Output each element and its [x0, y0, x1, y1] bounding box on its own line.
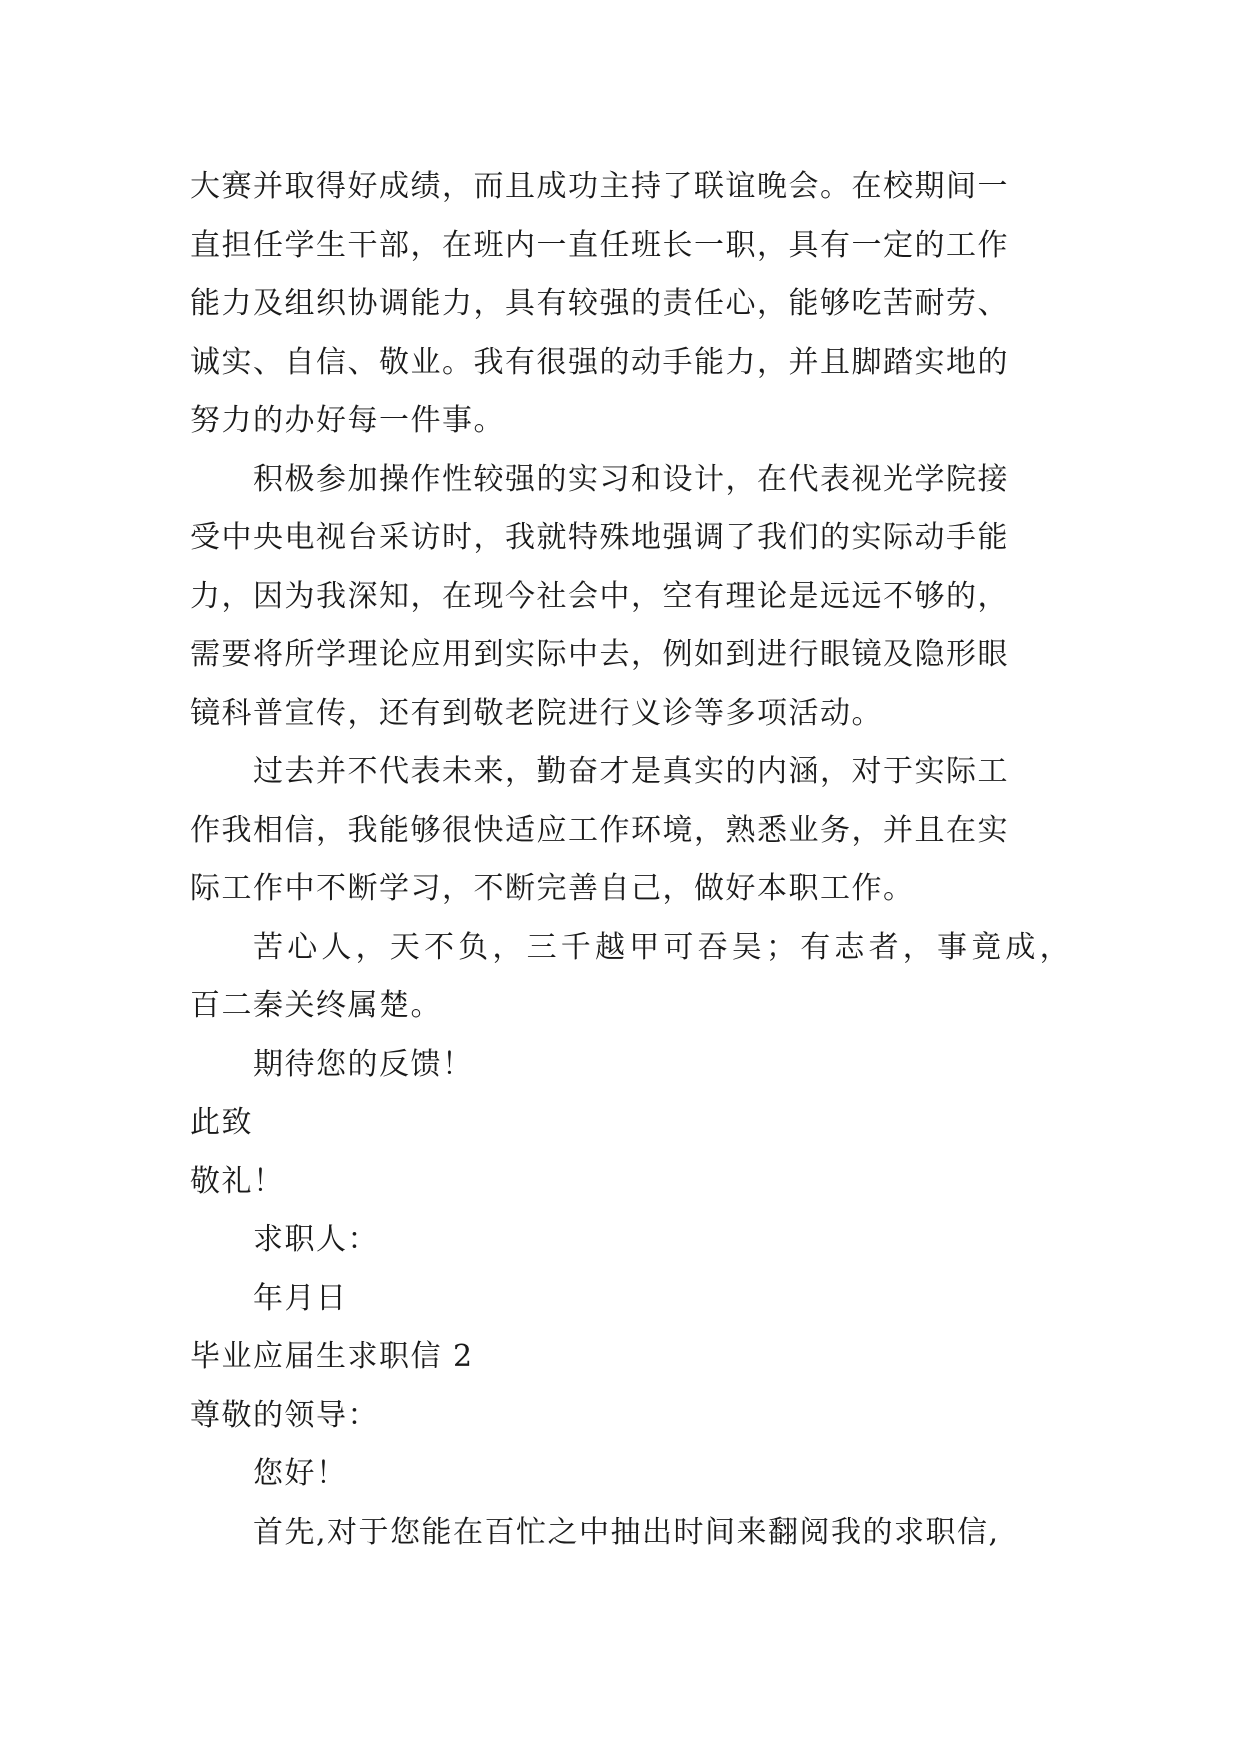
greeting-line: 您好！ [253, 1456, 348, 1491]
greeting-line: 尊敬的领导： [190, 1397, 379, 1433]
paragraph-line: 诚实、自信、敬业。我有很强的动手能力，并且脚踏实地的 [190, 344, 1009, 380]
date-line: 年月日 [253, 1280, 348, 1316]
section-title: 毕业应届生求职信 2 [190, 1339, 474, 1374]
paragraph-line: 能力及组织协调能力，具有较强的责任心，能够吃苦耐劳、 [190, 286, 1009, 321]
paragraph-line: 作我相信，我能够很快适应工作环境，熟悉业务，并且在实 [190, 812, 1009, 848]
salutation-line: 此致 [190, 1105, 253, 1140]
paragraph-line: 积极参加操作性较强的实习和设计，在代表视光学院接 [253, 461, 1009, 497]
paragraph-line: 努力的办好每一件事。 [190, 403, 505, 438]
closing-line: 期待您的反馈！ [253, 1046, 474, 1082]
paragraph-line: 大赛并取得好成绩，而且成功主持了联谊晚会。在校期间一 [190, 169, 1009, 204]
paragraph-line: 苦心人，天不负，三千越甲可吞吴；有志者，事竟成， [253, 929, 1074, 965]
paragraph-line: 需要将所学理论应用到实际中去，例如到进行眼镜及隐形眼 [190, 637, 1009, 672]
signature-line: 求职人： [253, 1222, 379, 1257]
letter-body [190, 158, 1074, 1562]
salutation-line: 敬礼！ [190, 1163, 285, 1199]
paragraph-line: 百二秦关终属楚。 [190, 988, 442, 1023]
paragraph-line: 镜科普宣传，还有到敬老院进行义诊等多项活动。 [190, 695, 883, 731]
paragraph-line: 力，因为我深知，在现今社会中，空有理论是远远不够的， [190, 578, 1009, 614]
paragraph-line: 受中央电视台采访时，我就特殊地强调了我们的实际动手能 [190, 520, 1009, 555]
paragraph-line: 过去并不代表未来，勤奋才是真实的内涵，对于实际工 [253, 754, 1009, 789]
paragraph-line: 直担任学生干部，在班内一直任班长一职，具有一定的工作 [190, 227, 1009, 263]
paragraph-line: 首先,对于您能在百忙之中抽出时间来翻阅我的求职信, [253, 1514, 1000, 1550]
paragraph-line: 际工作中不断学习，不断完善自己，做好本职工作。 [190, 871, 915, 906]
